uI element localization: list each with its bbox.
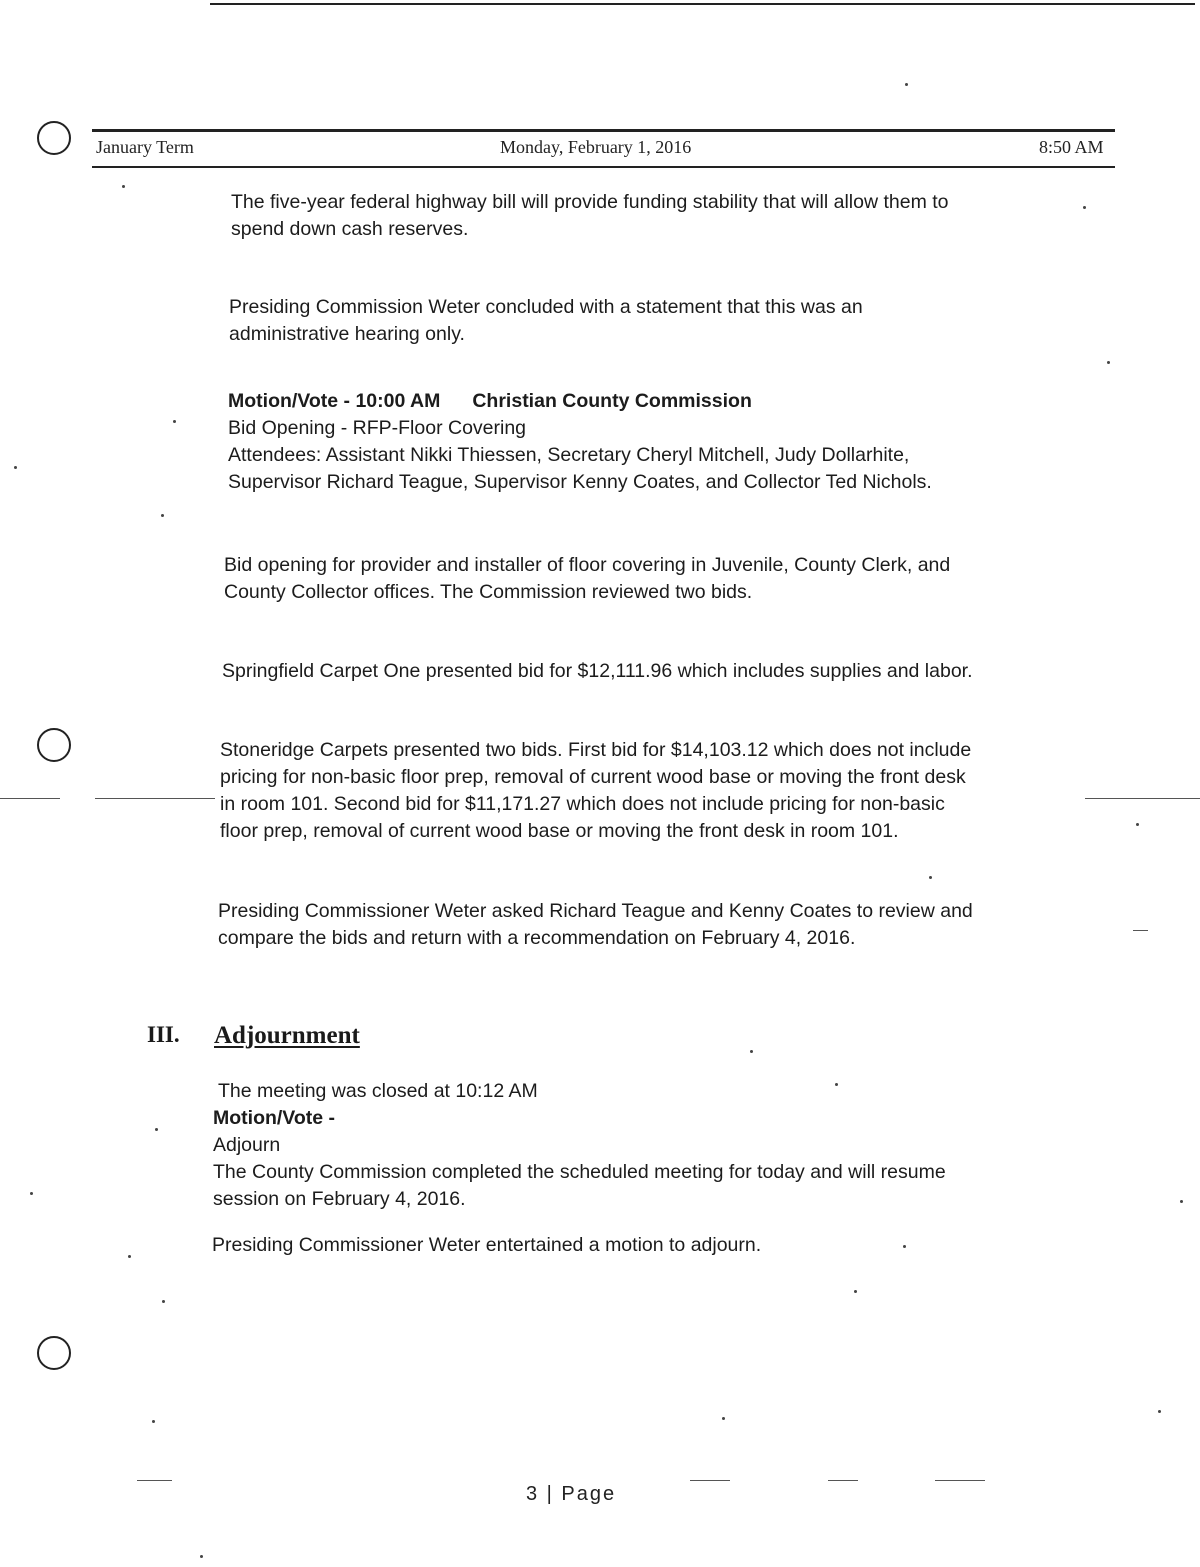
scan-speck [161, 514, 164, 517]
scan-speck [30, 1192, 33, 1195]
text-line: Presiding Commissioner Weter asked Richard Teague and Kenny Coates to review and [218, 900, 973, 922]
motion-heading [228, 388, 932, 415]
scan-speck [14, 466, 17, 469]
meeting-closed-line: The meeting was closed at 10:12 AM [218, 1080, 538, 1102]
scan-speck [200, 1555, 203, 1558]
scan-speck [122, 185, 125, 188]
scan-fold-line-right [1085, 798, 1200, 799]
scan-speck [835, 1083, 838, 1086]
adjournment-block [213, 1078, 946, 1213]
text-line: The five-year federal highway bill will provide funding stability that will allow them to [231, 191, 949, 213]
scan-dash [935, 1480, 985, 1481]
scan-speck [905, 83, 908, 86]
scan-speck [152, 1420, 155, 1423]
text-line: Stoneridge Carpets presented two bids. First bid for $14,103.12 which does not include [220, 739, 972, 761]
motion-entity: Christian County Commission [472, 390, 752, 412]
text-line: floor prep, removal of current wood base or moving the front desk in room 101. [220, 820, 899, 842]
paragraph-stoneridge-bids [220, 737, 971, 845]
resume-line: session on February 4, 2016. [213, 1188, 466, 1210]
paragraph-highway-bill [231, 189, 949, 243]
paragraph-review-request [218, 898, 973, 952]
scan-speck [128, 1255, 131, 1258]
scan-speck [155, 1128, 158, 1131]
header-date: Monday, February 1, 2016 [500, 137, 692, 157]
scan-speck [929, 876, 932, 879]
text-line: pricing for non-basic floor prep, removal of current wood base or moving the front desk [220, 766, 966, 788]
scan-speck [162, 1300, 165, 1303]
text-line: Springfield Carpet One presented bid for $12,111.96 which includes supplies and labor. [222, 660, 973, 682]
punch-hole-top [37, 121, 71, 155]
attendees-line: Supervisor Richard Teague, Supervisor Kenny Coates, and Collector Ted Nichols. [228, 471, 932, 493]
scan-dash [1133, 930, 1148, 931]
scan-speck [1158, 1410, 1161, 1413]
text-line: spend down cash reserves. [231, 218, 469, 240]
paragraph-bid-opening [224, 552, 950, 606]
header-rule-top [92, 129, 1115, 132]
scan-speck [750, 1050, 753, 1053]
motion-label: Motion/Vote - 10:00 AM [228, 390, 441, 412]
top-scan-line [210, 3, 1195, 5]
scan-dash [690, 1480, 730, 1481]
scan-fold-line-mid [95, 798, 215, 799]
scan-speck [1107, 361, 1110, 364]
text-line: in room 101. Second bid for $11,171.27 which does not include pricing for non-basic [220, 793, 945, 815]
scan-speck [903, 1245, 906, 1248]
text-line: administrative hearing only. [229, 323, 465, 345]
scan-speck [1180, 1200, 1183, 1203]
text-line: compare the bids and return with a recommendation on February 4, 2016. [218, 927, 856, 949]
punch-hole-middle [37, 728, 71, 762]
scan-speck [722, 1417, 725, 1420]
header-term: January Term [96, 137, 194, 157]
section-number: III. [147, 1022, 180, 1047]
scan-speck [173, 420, 176, 423]
final-motion-line: Presiding Commissioner Weter entertained a motion to adjourn. [212, 1234, 762, 1256]
scan-fold-line-left [0, 798, 60, 799]
text-line: County Collector offices. The Commission reviewed two bids. [224, 581, 753, 603]
scan-dash [828, 1480, 858, 1481]
section-title: Adjournment [214, 1022, 360, 1049]
scan-speck [1083, 206, 1086, 209]
header-rule-bottom [92, 166, 1115, 168]
text-line: Presiding Commission Weter concluded with a statement that this was an [229, 296, 863, 318]
resume-line: The County Commission completed the scheduled meeting for today and will resume [213, 1161, 946, 1183]
scan-speck [854, 1290, 857, 1293]
scan-speck [1136, 823, 1139, 826]
paragraph-springfield-bid [222, 658, 973, 685]
paragraph-administrative-hearing [229, 294, 863, 348]
punch-hole-bottom [37, 1336, 71, 1370]
header-time: 8:50 AM [1039, 137, 1104, 157]
text-line: Bid opening for provider and installer of floor covering in Juvenile, County Clerk, and [224, 554, 951, 576]
scan-dash [137, 1480, 172, 1481]
bid-opening-line: Bid Opening - RFP-Floor Covering [228, 417, 527, 439]
page-number: 3 | Page [526, 1483, 617, 1505]
attendees-line: Attendees: Assistant Nikki Thiessen, Secretary Cheryl Mitchell, Judy Dollarhite, [228, 444, 910, 466]
adjourn-action: Adjourn [213, 1134, 281, 1156]
adjourn-motion-label: Motion/Vote - [213, 1107, 336, 1129]
motion-vote-block [228, 388, 932, 496]
